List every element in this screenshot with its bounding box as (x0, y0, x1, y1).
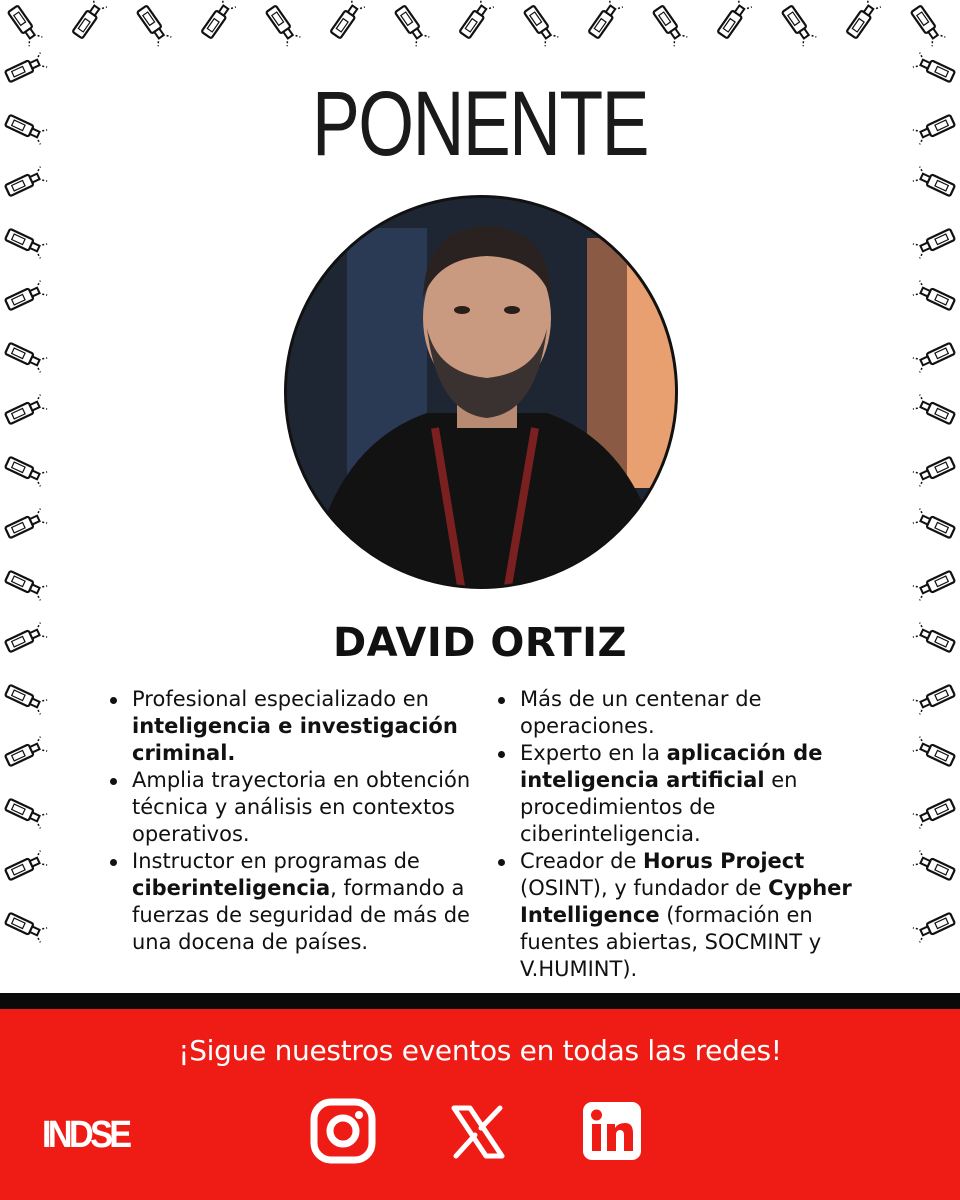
bio-text: Amplia trayectoria en obtención técnica y análisis en contextos operativos. (132, 768, 471, 846)
bottle-ornament (651, 4, 687, 46)
indse-logo: INDSE (42, 1114, 129, 1156)
bottle-ornament (913, 509, 956, 540)
bio-column-right (494, 686, 894, 983)
bottle-ornament (4, 911, 47, 942)
bio-highlight: aplicación de inteligencia artificial (520, 741, 823, 792)
bio-text: Más de un centenar de operaciones. (520, 687, 762, 738)
bottle-ornament (913, 455, 956, 486)
bio-column-left (106, 686, 476, 956)
speaker-photo (287, 198, 678, 589)
footer-divider (0, 993, 960, 1009)
bottle-ornament (458, 0, 494, 40)
bio-text: , formando a fuerzas de seguridad de más de una docena de países. (132, 876, 470, 954)
bio-text: Profesional especializado en (132, 687, 429, 711)
bottle-ornament (913, 167, 956, 198)
bottle-ornament (909, 4, 945, 46)
bottle-ornament (913, 227, 956, 258)
bottle-ornament (329, 0, 365, 40)
bottle-ornament (4, 167, 47, 198)
instagram-icon[interactable] (310, 1098, 376, 1164)
bottle-ornament (200, 0, 236, 40)
bottle-ornament (913, 797, 956, 828)
bio-list-left (106, 686, 476, 956)
bio-item (494, 686, 894, 740)
bio-item (494, 848, 894, 983)
bottle-ornament (4, 395, 47, 426)
bottle-ornament (4, 569, 47, 600)
bio-item (106, 767, 476, 848)
bottle-ornament (4, 281, 47, 312)
bottle-ornament (393, 4, 429, 46)
bottle-ornament (4, 113, 47, 144)
bio-text: (OSINT), y fundador de (520, 876, 769, 900)
bio-highlight: inteligencia e investigación criminal. (132, 714, 458, 765)
bottle-ornament (71, 0, 107, 40)
bottle-ornament (913, 851, 956, 882)
bottle-ornament (4, 227, 47, 258)
bio-item (106, 686, 476, 767)
linkedin-icon[interactable] (583, 1102, 641, 1160)
bio-text: Experto en la (520, 741, 667, 765)
page-title: PONENTE (312, 73, 648, 175)
bottle-ornament (913, 53, 956, 84)
bio-text: Instructor en programas de (132, 849, 420, 873)
bottle-ornament (522, 4, 558, 46)
bottle-ornament (913, 281, 956, 312)
bottle-ornament (4, 455, 47, 486)
bottle-ornament (264, 4, 300, 46)
bottle-ornament (913, 737, 956, 768)
bottle-ornament (4, 683, 47, 714)
bottle-ornament (913, 395, 956, 426)
bio-text: en procedimientos de ciberinteligencia. (520, 768, 798, 846)
bio-item (494, 740, 894, 848)
bottle-ornament (716, 0, 752, 40)
bottle-ornament (780, 4, 816, 46)
bio-text: (formación en fuentes abiertas, SOCMINT y V.HUMINT). (520, 903, 822, 981)
bottle-ornament (4, 737, 47, 768)
bottle-ornament (913, 113, 956, 144)
bottle-ornament (845, 0, 881, 40)
bio-highlight: Cypher Intelligence (520, 876, 852, 927)
bio-list-right (494, 686, 894, 983)
bottle-ornament (913, 341, 956, 372)
bottle-ornament (4, 53, 47, 84)
x-icon[interactable] (450, 1104, 506, 1160)
speaker-name: DAVID ORTIZ (332, 620, 628, 666)
speaker-portrait (284, 195, 678, 589)
bottle-ornament (4, 509, 47, 540)
footer-message: ¡Sigue nuestros eventos en todas las redes! (178, 1034, 782, 1067)
bottle-ornament (913, 911, 956, 942)
bottle-ornament (6, 4, 42, 46)
bottle-ornament (587, 0, 623, 40)
bio-item (106, 848, 476, 956)
bio-text: Creador de (520, 849, 644, 873)
bio-highlight: ciberinteligencia (132, 876, 331, 900)
bottle-ornament (913, 569, 956, 600)
bottle-ornament (4, 851, 47, 882)
bottle-ornament (4, 341, 47, 372)
bottle-ornament (135, 4, 171, 46)
bottle-ornament (4, 797, 47, 828)
bottle-ornament (913, 683, 956, 714)
bio-highlight: Horus Project (643, 849, 805, 873)
